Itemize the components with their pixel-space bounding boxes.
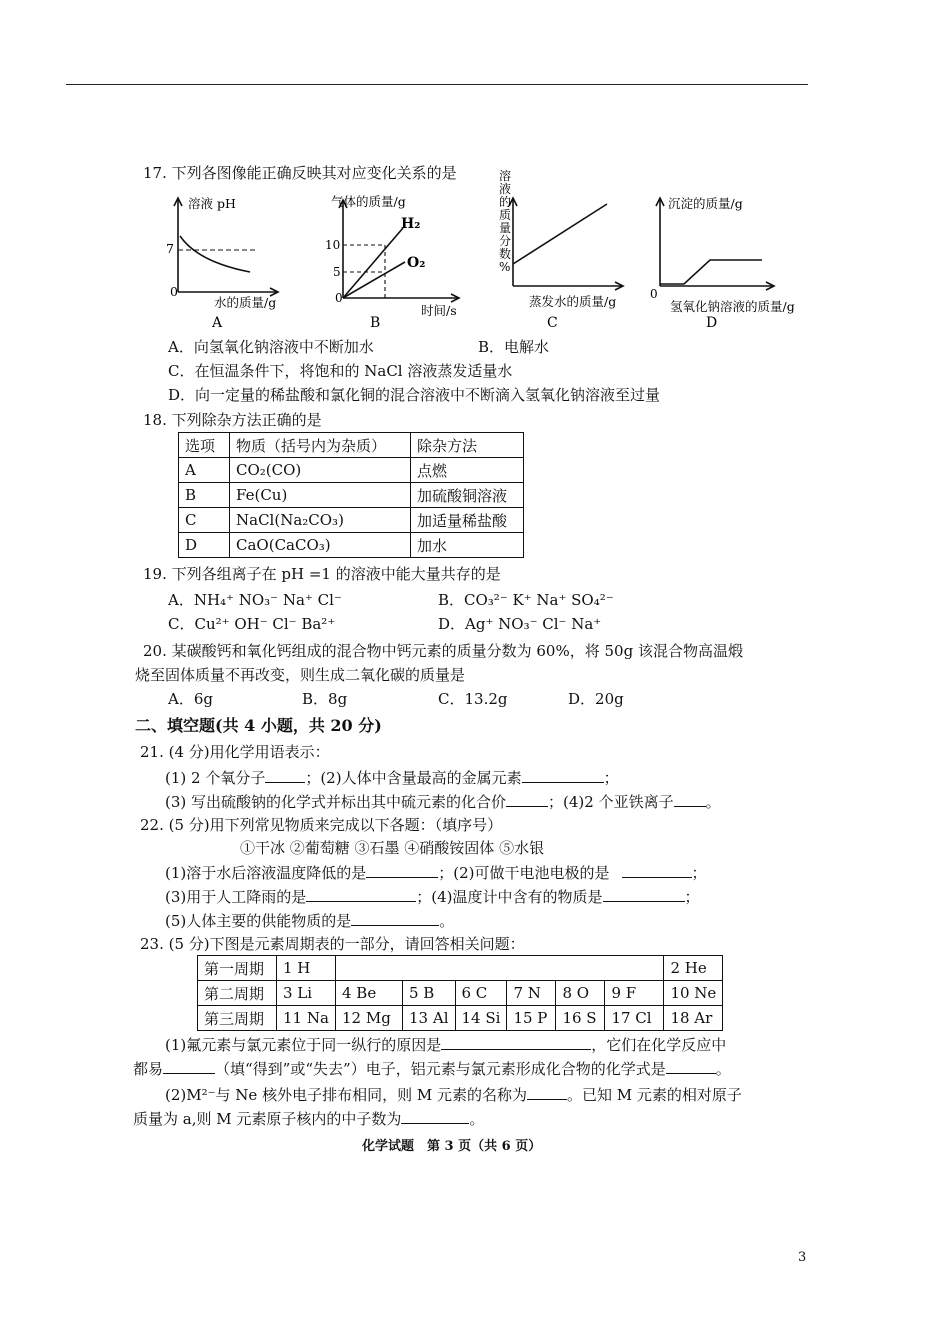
element-cell: 1 H <box>277 956 336 981</box>
graph-b <box>325 190 475 330</box>
q21-stem: 21. (4 分)用化学用语表示： <box>140 743 330 761</box>
q21-p2end: ； <box>603 769 619 787</box>
table-row <box>198 981 723 1006</box>
q19-option-c: C．Cu²⁺ OH⁻ Cl⁻ Ba²⁺ <box>168 615 336 633</box>
element-cell: 9 F <box>605 981 664 1006</box>
graph-c <box>495 168 640 333</box>
answer-blank[interactable] <box>603 886 685 902</box>
q18-stem: 18. 下列除杂方法正确的是 <box>143 411 322 429</box>
table-cell: 加水 <box>411 533 524 558</box>
table-cell: A <box>179 458 230 483</box>
q21-p3: (3) 写出硫酸钠的化学式并标出其中硫元素的化合价 <box>165 793 507 811</box>
q23-line4 <box>133 1108 484 1129</box>
graph-b-origin: 0 <box>335 291 343 305</box>
q22-p5: (5)人体主要的供能物质的是 <box>165 912 352 930</box>
graph-d-curve <box>660 260 762 284</box>
table-cell: CO₂(CO) <box>230 458 411 483</box>
element-cell: 2 He <box>664 956 723 981</box>
graph-c-ylabel-2: 的 <box>499 195 512 209</box>
graph-d <box>648 190 818 330</box>
graph-b-xlabel: 时间/s <box>421 303 457 318</box>
element-cell: 13 Al <box>403 1006 456 1031</box>
graph-c-ylabel-4: 量 <box>499 221 512 235</box>
table-cell: 加硫酸铜溶液 <box>411 483 524 508</box>
graph-c-ylabel-5: 分 <box>499 234 512 248</box>
graph-d-letter: D <box>706 315 718 330</box>
q20-line2: 烧至固体质量不再改变，则生成二氧化碳的质量是 <box>135 666 466 684</box>
graph-a-letter: A <box>212 315 223 330</box>
q23-p1e: 。 <box>715 1060 731 1078</box>
q22-p4: ；(4)温度计中含有的物质是 <box>416 888 603 906</box>
q20-option-d: D．20g <box>568 690 624 708</box>
q21-line1 <box>165 767 619 788</box>
empty-span <box>336 956 664 981</box>
table-row <box>198 956 723 981</box>
answer-blank[interactable] <box>441 1034 591 1050</box>
answer-blank[interactable] <box>666 1058 716 1074</box>
graph-b-o2-line <box>343 262 405 298</box>
table-row <box>179 533 524 558</box>
table-cell: 点燃 <box>411 458 524 483</box>
periodic-table <box>197 955 723 1031</box>
graph-a-curve <box>180 236 250 272</box>
q17-option-c: C．在恒温条件下，将饱和的 NaCl 溶液蒸发适量水 <box>168 362 513 380</box>
graph-b-o2-label: O₂ <box>407 255 426 271</box>
table-cell: 加适量稀盐酸 <box>411 508 524 533</box>
q23-p2b: 。已知 M 元素的相对原子 <box>566 1086 742 1104</box>
q23-line2 <box>133 1058 731 1079</box>
q18-table <box>178 432 524 558</box>
q22-line3 <box>165 910 454 931</box>
graph-d-origin: 0 <box>650 287 658 301</box>
q23-line1 <box>165 1034 726 1055</box>
period-label: 第一周期 <box>198 956 277 981</box>
element-cell: 17 Cl <box>605 1006 664 1031</box>
page-number: 3 <box>798 1250 807 1265</box>
element-cell: 11 Na <box>277 1006 336 1031</box>
q22-semi: ； <box>691 864 707 882</box>
element-cell: 8 O <box>556 981 605 1006</box>
q21-p1: (1) 2 个氧分子 <box>165 769 266 787</box>
period-label: 第三周期 <box>198 1006 277 1031</box>
answer-blank[interactable] <box>351 910 439 926</box>
q19-stem: 19. 下列各组离子在 pH =1 的溶液中能大量共存的是 <box>143 565 501 583</box>
q20-option-b: B．8g <box>302 690 348 708</box>
table-cell: CaO(CaCO₃) <box>230 533 411 558</box>
q20-option-a: A．6g <box>168 690 213 708</box>
q23-p1d: （填“得到”或“失去”）电子，铝元素与氯元素形成化合物的化学式是 <box>215 1060 666 1078</box>
answer-blank[interactable] <box>522 767 604 783</box>
q21-p4: ；(4)2 个亚铁离子 <box>548 793 674 811</box>
graph-b-letter: B <box>370 315 381 330</box>
q19-option-b: B．CO₃²⁻ K⁺ Na⁺ SO₄²⁻ <box>438 591 614 609</box>
answer-blank[interactable] <box>366 862 438 878</box>
table-cell: B <box>179 483 230 508</box>
answer-blank[interactable] <box>265 767 305 783</box>
table-cell: NaCl(Na₂CO₃) <box>230 508 411 533</box>
q23-p1b: ，它们在化学反应中 <box>591 1036 727 1054</box>
graph-d-xlabel: 氢氧化钠溶液的质量/g <box>670 299 795 314</box>
q23-p1a: (1)氟元素与氯元素位于同一纵行的原因是 <box>165 1036 442 1054</box>
table-row <box>179 458 524 483</box>
q19-option-d: D．Ag⁺ NO₃⁻ Cl⁻ Na⁺ <box>438 615 602 633</box>
q23-p2d: 。 <box>469 1110 485 1128</box>
graph-c-ylabel-7: % <box>499 260 511 274</box>
graph-a-ylabel: 溶液 pH <box>188 196 236 211</box>
q23-p2c: 质量为 a,则 M 元素原子核内的中子数为 <box>133 1110 402 1128</box>
q22-line2 <box>165 886 700 907</box>
q21-p4end: 。 <box>705 793 721 811</box>
q22-stem: 22. (5 分)用下列常见物质来完成以下各题：（填序号） <box>140 816 503 834</box>
graph-d-ylabel: 沉淀的质量/g <box>668 196 743 211</box>
answer-blank[interactable] <box>622 862 692 878</box>
answer-blank[interactable] <box>306 886 416 902</box>
q22-line1 <box>165 862 707 883</box>
table-cell: C <box>179 508 230 533</box>
q22-semi: ； <box>684 888 700 906</box>
graph-b-tick5: 5 <box>333 265 341 279</box>
table-row <box>198 1006 723 1031</box>
q22-p2: ；(2)可做干电池电极的是 <box>438 864 610 882</box>
element-cell: 18 Ar <box>664 1006 723 1031</box>
element-cell: 7 N <box>507 981 556 1006</box>
graph-c-xlabel: 蒸发水的质量/g <box>529 294 617 309</box>
q17-option-b: B．电解水 <box>478 338 550 356</box>
q23-p1c: 都易 <box>133 1060 164 1078</box>
q22-items: ①干冰 ②葡萄糖 ③石墨 ④硝酸铵固体 ⑤水银 <box>240 839 545 857</box>
graph-a <box>160 190 295 330</box>
element-cell: 14 Si <box>455 1006 507 1031</box>
answer-blank[interactable] <box>163 1058 215 1074</box>
q22-p3: (3)用于人工降雨的是 <box>165 888 307 906</box>
table-header-row <box>179 433 524 458</box>
answer-blank[interactable] <box>401 1108 469 1124</box>
q23-stem: 23. (5 分)下图是元素周期表的一部分，请回答相关问题： <box>140 935 525 953</box>
q23-line3 <box>165 1084 742 1105</box>
answer-blank[interactable] <box>674 791 706 807</box>
graph-b-h2-line <box>343 228 403 298</box>
q20-option-c: C．13.2g <box>438 690 508 708</box>
q17-option-d: D．向一定量的稀盐酸和氯化铜的混合溶液中不断滴入氢氧化钠溶液至过量 <box>168 386 661 404</box>
element-cell: 10 Ne <box>664 981 723 1006</box>
q21-p2: ；(2)人体中含量最高的金属元素 <box>305 769 522 787</box>
element-cell: 16 S <box>556 1006 605 1031</box>
element-cell: 4 Be <box>336 981 403 1006</box>
q19-option-a: A．NH₄⁺ NO₃⁻ Na⁺ Cl⁻ <box>168 591 342 609</box>
graph-c-ylabel-3: 质 <box>499 208 512 222</box>
top-rule <box>66 84 808 85</box>
table-header: 除杂方法 <box>411 433 524 458</box>
graph-c-line <box>513 204 607 264</box>
graph-a-origin: 0 <box>170 284 178 299</box>
q21-line2 <box>165 791 721 812</box>
table-cell: D <box>179 533 230 558</box>
q23-p2a: (2)M²⁻与 Ne 核外电子排布相同，则 M 元素的名称为 <box>165 1086 527 1104</box>
table-row <box>179 483 524 508</box>
section-heading: 二、填空题(共 4 小题，共 20 分) <box>135 716 382 735</box>
graph-c-letter: C <box>547 315 558 331</box>
element-cell: 12 Mg <box>336 1006 403 1031</box>
table-header: 选项 <box>179 433 230 458</box>
graph-a-xlabel: 水的质量/g <box>214 295 277 310</box>
page-footer: 化学试题 第 3 页（共 6 页） <box>362 1139 542 1154</box>
element-cell: 5 B <box>403 981 456 1006</box>
q22-p1: (1)溶于水后溶液温度降低的是 <box>165 864 367 882</box>
period-label: 第二周期 <box>198 981 277 1006</box>
graph-c-ylabel-1: 液 <box>499 182 512 196</box>
table-header: 物质（括号内为杂质） <box>230 433 411 458</box>
graph-b-tick10: 10 <box>325 238 341 252</box>
table-cell: Fe(Cu) <box>230 483 411 508</box>
graph-c-ylabel-0: 溶 <box>499 169 512 183</box>
answer-blank[interactable] <box>506 791 548 807</box>
graph-c-ylabel-6: 数 <box>499 247 512 261</box>
q17-stem: 17. 下列各图像能正确反映其对应变化关系的是 <box>143 164 457 182</box>
graph-b-ylabel: 气体的质量/g <box>331 194 406 209</box>
element-cell: 6 C <box>455 981 507 1006</box>
answer-blank[interactable] <box>527 1084 567 1100</box>
graph-a-tick: 7 <box>166 241 174 256</box>
element-cell: 3 Li <box>277 981 336 1006</box>
q22-period: 。 <box>439 912 455 930</box>
q17-option-a: A．向氢氧化钠溶液中不断加水 <box>168 338 374 356</box>
graph-b-h2-label: H₂ <box>401 216 421 232</box>
table-row <box>179 508 524 533</box>
element-cell: 15 P <box>507 1006 556 1031</box>
q20-line1: 20. 某碳酸钙和氧化钙组成的混合物中钙元素的质量分数为 60%，将 50g 该混合物高温煅 <box>143 642 743 660</box>
